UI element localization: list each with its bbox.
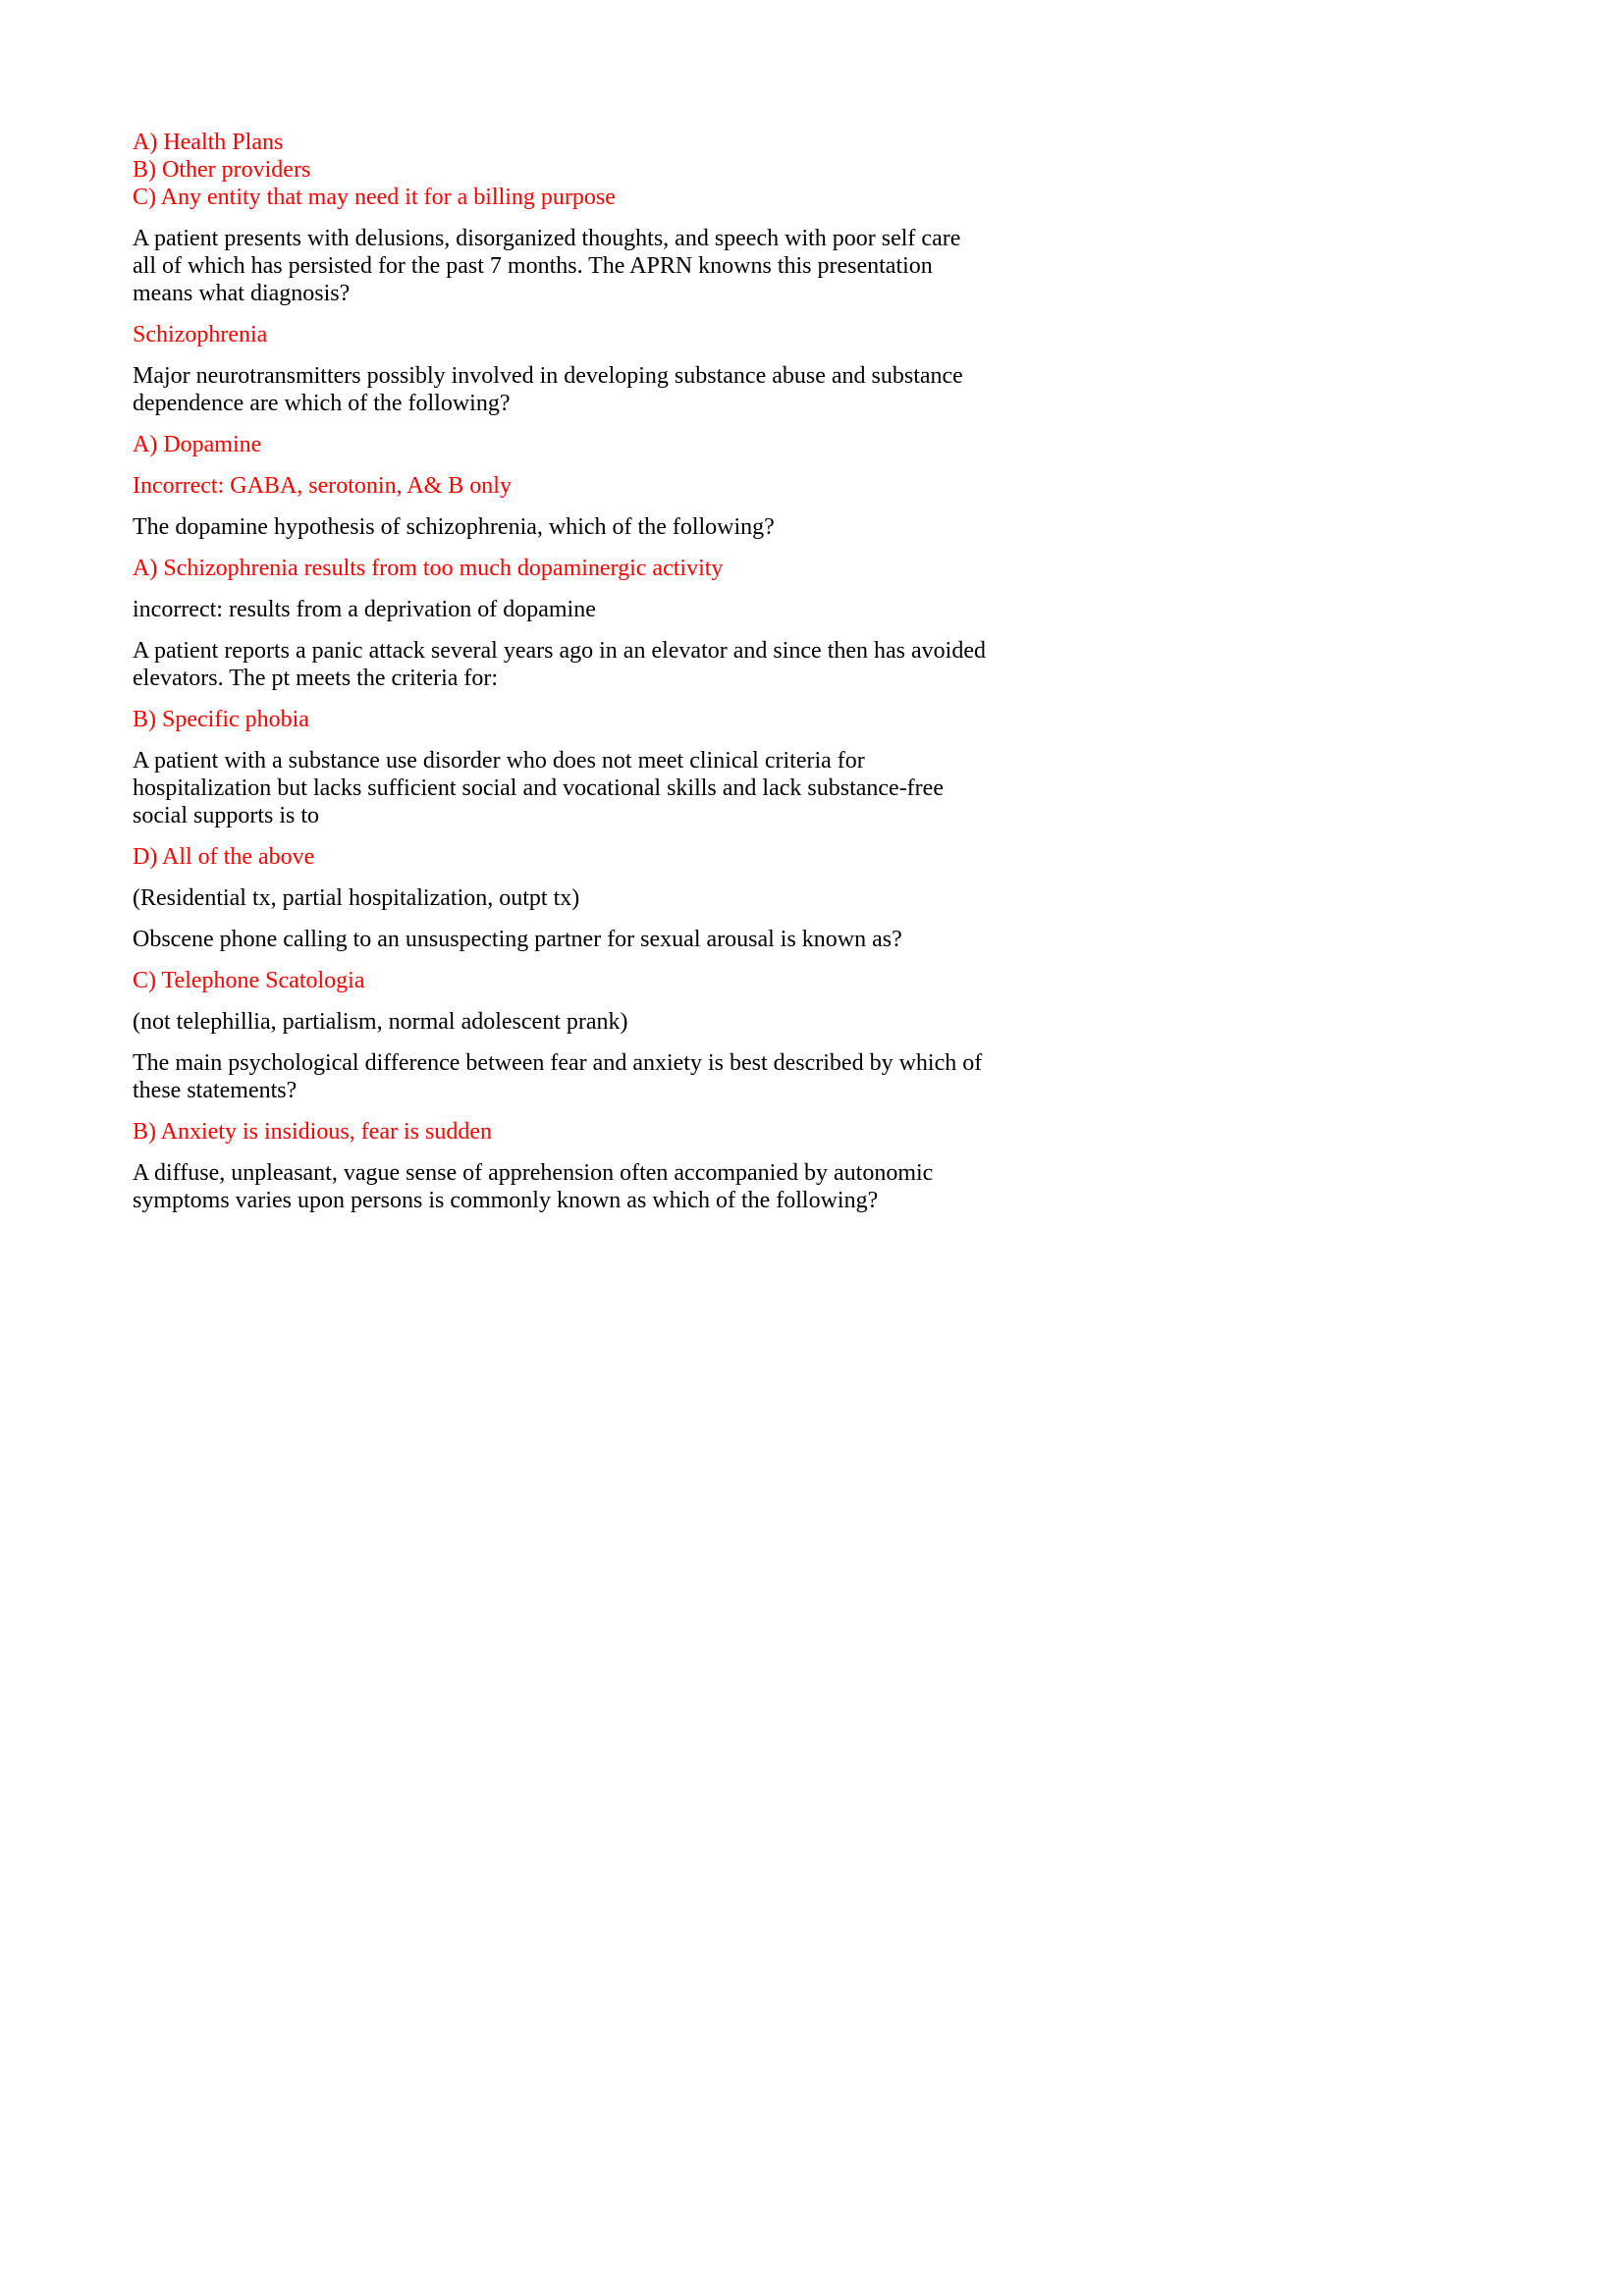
quiz-question: A diffuse, unpleasant, vague sense of apprehension often accompanied by autonomic symptoms varies upon persons is commonly known as which of the following? [133,1160,934,1213]
quiz-question: A patient with a substance use disorder who does not meet clinical criteria for hospitalization but lacks sufficient social and vocational skills and lack substance-free social supports is to [133,748,944,828]
quiz-note: (Residential tx, partial hospitalization, outpt tx) [133,885,580,911]
quiz-note: (not telephillia, partialism, normal adolescent prank) [133,1009,628,1035]
quiz-answer: A) Schizophrenia results from too much dopaminergic activity [133,556,724,581]
quiz-answer: A) Health Plans [133,130,284,155]
quiz-note: incorrect: results from a deprivation of dopamine [133,597,596,622]
quiz-answer: B) Anxiety is insidious, fear is sudden [133,1119,492,1145]
quiz-answer: Schizophrenia [133,322,268,347]
quiz-question: The dopamine hypothesis of schizophrenia, which of the following? [133,514,775,540]
quiz-answer: A) Dopamine [133,432,262,457]
quiz-question: A patient presents with delusions, disorganized thoughts, and speech with poor self care all of which has persisted for the past 7 months. The APRN knowns this presentation means what diagnosis? [133,226,961,306]
document-text-content [133,129,989,1228]
quiz-question: Major neurotransmitters possibly involved in developing substance abuse and substance dependence are which of the following? [133,363,963,416]
quiz-answer: B) Specific phobia [133,707,309,732]
quiz-question: Obscene phone calling to an unsuspecting partner for sexual arousal is known as? [133,927,902,952]
quiz-answer: C) Telephone Scatologia [133,968,365,993]
quiz-question: A patient reports a panic attack several years ago in an elevator and since then has avoided elevators. The pt meets the criteria for: [133,638,986,691]
quiz-question: The main psychological difference between fear and anxiety is best described by which of these statements? [133,1050,983,1103]
quiz-answer: C) Any entity that may need it for a billing purpose [133,185,616,210]
quiz-note: Incorrect: GABA, serotonin, A& B only [133,473,512,499]
quiz-answer: D) All of the above [133,844,315,870]
quiz-answer: B) Other providers [133,157,311,183]
